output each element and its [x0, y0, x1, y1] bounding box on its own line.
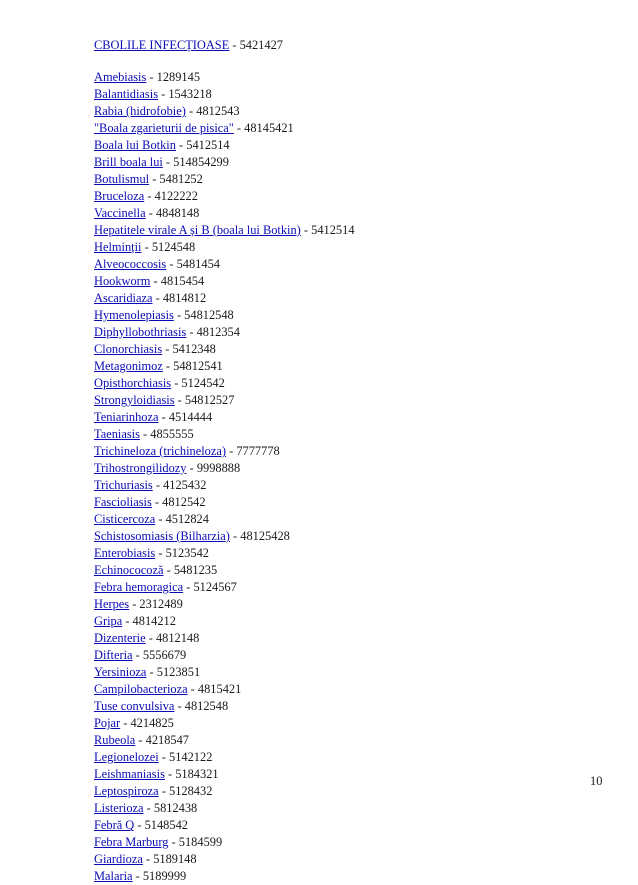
separator: - — [145, 206, 156, 220]
disease-link[interactable]: Trichineloza (trichineloza) — [94, 444, 227, 458]
list-item — [94, 460, 355, 477]
list-item — [94, 579, 355, 596]
separator: - — [183, 580, 194, 594]
disease-link[interactable]: Schistosomiasis (Bilharzia) — [94, 529, 230, 543]
disease-code: 5184599 — [178, 835, 223, 849]
disease-code: 4512824 — [165, 512, 209, 526]
separator: - — [152, 291, 163, 305]
disease-link[interactable]: Boala lui Botkin — [94, 138, 176, 152]
separator: - — [129, 597, 140, 611]
disease-link[interactable]: Herpes — [94, 597, 130, 611]
list-item — [94, 664, 355, 681]
disease-link[interactable]: Botulismul — [94, 172, 150, 186]
disease-code: 4812354 — [196, 325, 240, 339]
disease-link[interactable]: Febră Q — [94, 818, 135, 832]
separator: - — [162, 342, 173, 356]
separator: - — [144, 189, 155, 203]
list-item — [94, 307, 355, 324]
separator: - — [173, 308, 185, 322]
disease-link[interactable]: Metagonimoz — [94, 359, 163, 373]
list-item — [94, 715, 355, 732]
list-item — [94, 851, 355, 868]
separator: - — [132, 648, 143, 662]
list-item — [94, 443, 355, 460]
disease-code: 4848148 — [155, 206, 200, 220]
disease-code: 4812542 — [162, 495, 206, 509]
list-item — [94, 290, 355, 307]
disease-link[interactable]: Listerioza — [94, 801, 144, 815]
heading-separator: - — [229, 38, 240, 52]
disease-link[interactable]: "Boala zgarieturii de pisica" — [94, 121, 234, 135]
disease-link[interactable]: Trichuriasis — [94, 478, 153, 492]
disease-link[interactable]: Legionelozei — [94, 750, 159, 764]
disease-code: 5481235 — [173, 563, 218, 577]
disease-code: 5481252 — [159, 172, 203, 186]
section-heading — [94, 37, 283, 54]
separator: - — [187, 682, 198, 696]
list-item — [94, 137, 355, 154]
disease-link[interactable]: Helminții — [94, 240, 142, 254]
disease-link[interactable]: Rubeola — [94, 733, 136, 747]
list-item — [94, 205, 355, 222]
disease-code: 2312489 — [139, 597, 183, 611]
separator: - — [162, 359, 174, 373]
list-item — [94, 647, 355, 664]
separator: - — [141, 240, 152, 254]
disease-code: 514854299 — [173, 155, 229, 169]
list-item — [94, 630, 355, 647]
separator: - — [233, 121, 245, 135]
disease-code: 5812438 — [153, 801, 198, 815]
disease-code: 5128432 — [169, 784, 213, 798]
disease-code: 7777778 — [236, 444, 280, 458]
list-item — [94, 171, 355, 188]
disease-code: 4812548 — [184, 699, 229, 713]
list-item — [94, 545, 355, 562]
disease-link[interactable]: Taeniasis — [94, 427, 140, 441]
list-item — [94, 392, 355, 409]
heading-link[interactable]: CBOLILE INFECȚIOASE — [94, 38, 230, 52]
separator: - — [135, 733, 146, 747]
disease-code: 5124542 — [181, 376, 225, 390]
disease-code: 4814812 — [162, 291, 207, 305]
disease-link[interactable]: Malaria — [94, 869, 133, 883]
disease-code: 5124548 — [151, 240, 196, 254]
disease-link[interactable]: Teniarinhoza — [94, 410, 159, 424]
separator: - — [143, 801, 154, 815]
disease-code: 4815421 — [197, 682, 242, 696]
separator: - — [185, 104, 197, 118]
separator: - — [174, 393, 185, 407]
list-item — [94, 681, 355, 698]
list-item — [94, 341, 355, 358]
list-item — [94, 358, 355, 375]
list-item — [94, 375, 355, 392]
disease-code: 5481454 — [176, 257, 220, 271]
disease-link[interactable]: Hookworm — [94, 274, 151, 288]
disease-link[interactable]: Cisticercoza — [94, 512, 156, 526]
disease-link[interactable]: Ascaridiaza — [94, 291, 153, 305]
separator: - — [146, 665, 157, 679]
disease-link[interactable]: Febra hemoragica — [94, 580, 184, 594]
list-item — [94, 494, 355, 511]
disease-code: 5412348 — [172, 342, 216, 356]
disease-link[interactable]: Giardioza — [94, 852, 143, 866]
disease-link[interactable]: Enterobiasis — [94, 546, 156, 560]
separator: - — [229, 529, 241, 543]
separator: - — [120, 716, 131, 730]
separator: - — [145, 631, 156, 645]
separator: - — [146, 70, 157, 84]
disease-code: 9998888 — [196, 461, 241, 475]
list-item — [94, 86, 355, 103]
disease-code: 5412514 — [311, 223, 355, 237]
disease-list — [94, 69, 355, 885]
separator: - — [158, 87, 169, 101]
disease-code: 4814212 — [132, 614, 176, 628]
disease-link[interactable]: Gripa — [94, 614, 123, 628]
disease-link[interactable]: Febra Marburg — [94, 835, 169, 849]
disease-link[interactable]: Hymenolepiasis — [94, 308, 174, 322]
list-item — [94, 783, 355, 800]
list-item — [94, 868, 355, 885]
separator: - — [186, 325, 197, 339]
page-number: 10 — [590, 774, 603, 788]
disease-link[interactable]: Opisthorchiasis — [94, 376, 172, 390]
disease-code: 48145421 — [244, 121, 294, 135]
disease-code: 5123851 — [156, 665, 201, 679]
separator: - — [186, 461, 197, 475]
list-item — [94, 800, 355, 817]
list-item — [94, 511, 355, 528]
list-item — [94, 426, 355, 443]
disease-code: 5123542 — [165, 546, 209, 560]
disease-link[interactable]: Dizenterie — [94, 631, 146, 645]
disease-code: 54812527 — [184, 393, 235, 407]
separator: - — [132, 869, 143, 883]
disease-code: 48125428 — [240, 529, 290, 543]
separator: - — [142, 852, 154, 866]
separator: - — [139, 427, 151, 441]
disease-link[interactable]: Trihostrongilidozy — [94, 461, 187, 475]
disease-code: 1543218 — [168, 87, 212, 101]
disease-code: 1289145 — [156, 70, 201, 84]
disease-link[interactable]: Clonorchiasis — [94, 342, 163, 356]
separator: - — [151, 495, 163, 509]
list-item — [94, 69, 355, 86]
disease-link[interactable]: Pojar — [94, 716, 121, 730]
separator: - — [168, 835, 179, 849]
list-item — [94, 732, 355, 749]
disease-link[interactable]: Brill boala lui — [94, 155, 163, 169]
separator: - — [174, 699, 185, 713]
disease-link[interactable]: Amebiasis — [94, 70, 147, 84]
list-item — [94, 273, 355, 290]
list-item — [94, 528, 355, 545]
list-item — [94, 596, 355, 613]
list-item — [94, 103, 355, 120]
disease-link[interactable]: Bruceloza — [94, 189, 145, 203]
separator: - — [166, 257, 177, 271]
list-item — [94, 324, 355, 341]
disease-code: 4122222 — [154, 189, 198, 203]
disease-code: 4218547 — [145, 733, 189, 747]
separator: - — [158, 750, 170, 764]
disease-link[interactable]: Leishmaniasis — [94, 767, 165, 781]
disease-code: 54812548 — [184, 308, 234, 322]
disease-link[interactable]: Vaccinella — [94, 206, 146, 220]
separator: - — [164, 767, 176, 781]
list-item — [94, 477, 355, 494]
list-item — [94, 766, 355, 783]
disease-code: 5148542 — [144, 818, 188, 832]
separator: - — [175, 138, 187, 152]
disease-code: 54812541 — [173, 359, 223, 373]
disease-link[interactable]: Rabia (hidrofobie) — [94, 104, 186, 118]
list-item — [94, 222, 355, 239]
disease-link[interactable]: Difteria — [94, 648, 133, 662]
list-item — [94, 562, 355, 579]
heading-code: 5421427 — [239, 38, 283, 52]
list-item — [94, 834, 355, 851]
separator: - — [158, 410, 169, 424]
disease-link[interactable]: Hepatitele virale A și B (boala lui Botkin) — [94, 223, 301, 237]
disease-link[interactable]: Tuse convulsiva — [94, 699, 175, 713]
disease-code: 4855555 — [150, 427, 194, 441]
disease-link[interactable]: Echinococoză — [94, 563, 164, 577]
disease-code: 4815454 — [160, 274, 205, 288]
disease-code: 4812148 — [155, 631, 200, 645]
separator: - — [149, 172, 160, 186]
list-item — [94, 154, 355, 171]
disease-link[interactable]: Balantidiasis — [94, 87, 159, 101]
disease-link[interactable]: Diphyllobothriasis — [94, 325, 187, 339]
list-item — [94, 239, 355, 256]
disease-code: 4812543 — [196, 104, 240, 118]
separator: - — [162, 155, 174, 169]
separator: - — [226, 444, 237, 458]
separator: - — [122, 614, 133, 628]
list-item — [94, 749, 355, 766]
disease-code: 5189999 — [142, 869, 187, 883]
disease-code: 5556679 — [142, 648, 187, 662]
separator: - — [155, 546, 166, 560]
disease-link[interactable]: Campilobacterioza — [94, 682, 188, 696]
list-item — [94, 698, 355, 715]
list-item — [94, 120, 355, 137]
disease-code: 5184321 — [175, 767, 219, 781]
separator: - — [158, 784, 170, 798]
list-item — [94, 256, 355, 273]
disease-link[interactable]: Leptospiroza — [94, 784, 159, 798]
disease-code: 5412514 — [186, 138, 230, 152]
separator: - — [152, 478, 164, 492]
list-item — [94, 409, 355, 426]
list-item — [94, 613, 355, 630]
disease-link[interactable]: Strongyloidiasis — [94, 393, 175, 407]
disease-link[interactable]: Fascioliasis — [94, 495, 152, 509]
list-item — [94, 188, 355, 205]
separator: - — [150, 274, 161, 288]
disease-link[interactable]: Alveococcosis — [94, 257, 167, 271]
disease-code: 5142122 — [169, 750, 213, 764]
separator: - — [134, 818, 145, 832]
disease-code: 4125432 — [163, 478, 207, 492]
disease-link[interactable]: Yersinioza — [94, 665, 147, 679]
separator: - — [300, 223, 312, 237]
disease-code: 4514444 — [168, 410, 213, 424]
separator: - — [171, 376, 182, 390]
separator: - — [163, 563, 174, 577]
disease-code: 4214825 — [130, 716, 174, 730]
separator: - — [155, 512, 166, 526]
disease-code: 5189148 — [153, 852, 197, 866]
disease-code: 5124567 — [193, 580, 237, 594]
